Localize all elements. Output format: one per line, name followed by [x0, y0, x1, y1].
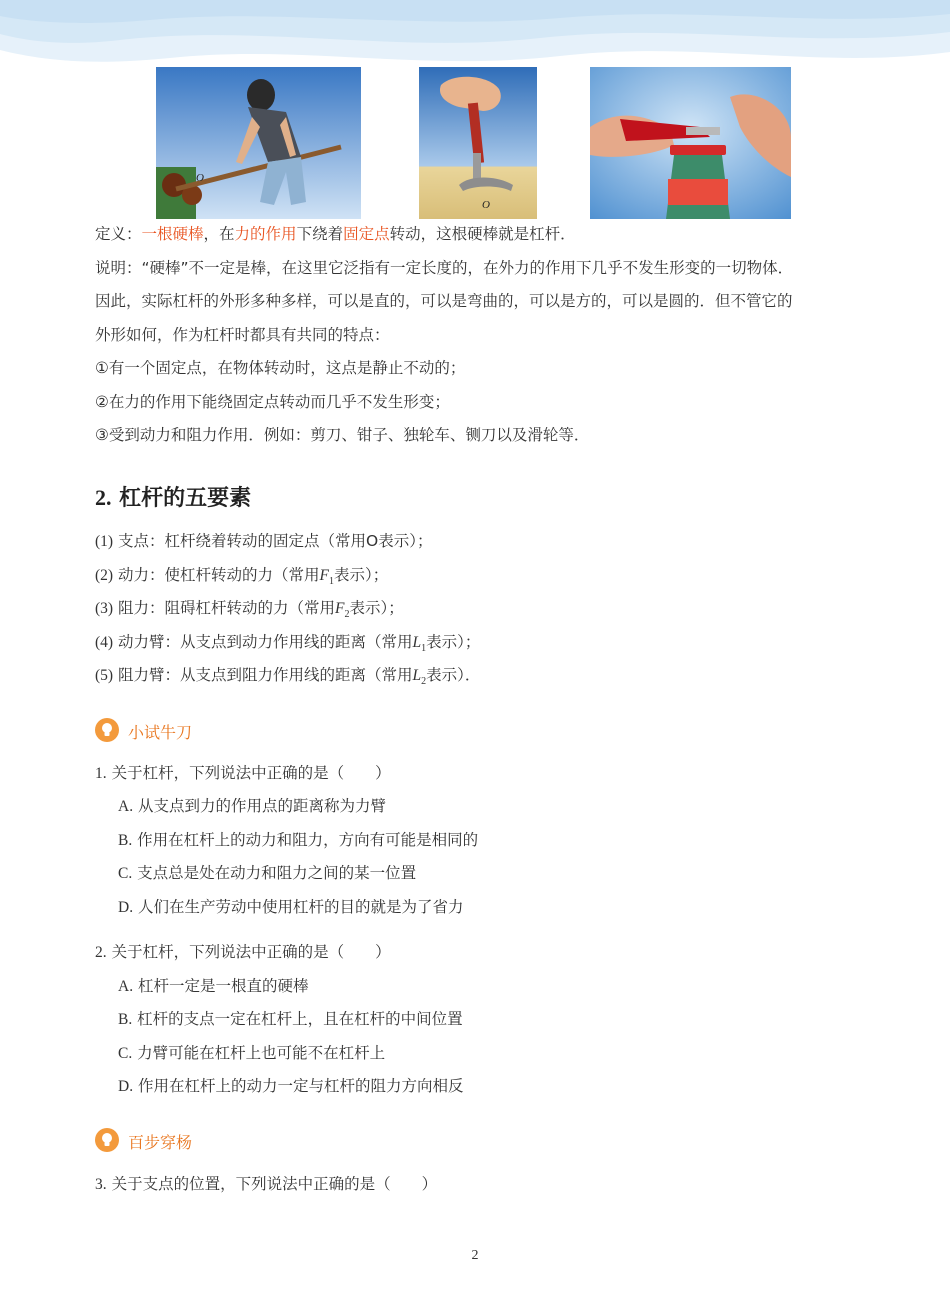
- answer-option[interactable]: [118, 830, 478, 851]
- option-letter: C.: [118, 865, 133, 882]
- symbol-subscript: 2: [344, 609, 350, 621]
- option-letter: A.: [118, 978, 134, 995]
- element-number: (5): [95, 667, 114, 684]
- section-heading: [95, 481, 251, 512]
- question-stem: [95, 942, 391, 963]
- header-wave-decoration: [0, 0, 950, 70]
- element-item: [95, 531, 432, 552]
- page-number: 2: [471, 1248, 479, 1263]
- answer-option[interactable]: [118, 897, 464, 918]
- element-number: (1): [95, 533, 114, 550]
- element-item: [95, 598, 404, 625]
- option-text: 支点总是处在动力和阻力之间的某一位置: [137, 864, 417, 882]
- element-number: (3): [95, 600, 114, 617]
- symbol: F: [335, 600, 345, 617]
- symbol-subscript: 1: [421, 643, 427, 655]
- option-letter: D.: [118, 1078, 134, 1095]
- practice-section-title: 小试牛刀: [128, 723, 193, 742]
- definition-text: 下绕着: [296, 225, 344, 243]
- element-text: 表示）；: [426, 633, 481, 651]
- photo-man-prying-with-pole: [156, 67, 361, 219]
- lightbulb-icon: [95, 718, 119, 742]
- element-item: [95, 565, 388, 592]
- answer-option[interactable]: [118, 796, 386, 817]
- element-text: 支点：杠杆绕着转动的固定点（常用O表示）；: [118, 532, 433, 550]
- explanation-line: 说明：“硬棒”不一定是棒，在这里它泛指有一定长度的，在外力的作用下几乎不发生形变的一切物体．: [95, 259, 794, 277]
- pivot-label-o: O: [196, 172, 204, 184]
- symbol-subscript: 1: [329, 576, 334, 588]
- option-letter: B.: [118, 1011, 133, 1028]
- question-number: 1.: [95, 765, 107, 782]
- question-number: 3.: [95, 1176, 107, 1193]
- option-letter: B.: [118, 832, 133, 849]
- option-letter: A.: [118, 798, 134, 815]
- option-text: 作用在杠杆上的动力一定与杠杆的阻力方向相反: [138, 1077, 464, 1095]
- option-text: 力臂可能在杠杆上也可能不在杠杆上: [137, 1044, 386, 1062]
- question-text: 关于杠杆，下列说法中正确的是（ ）: [111, 943, 391, 961]
- option-text: 作用在杠杆上的动力和阻力，方向有可能是相同的: [137, 831, 479, 849]
- lever-example-photos: [0, 67, 950, 219]
- answer-option[interactable]: [118, 976, 309, 997]
- feature-item: ①有一个固定点，在物体转动时，这点是静止不动的；: [95, 359, 466, 377]
- element-item: [95, 665, 480, 692]
- question-number: 2.: [95, 944, 107, 961]
- option-text: 杠杆一定是一根直的硬棒: [138, 977, 309, 995]
- option-text: 人们在生产劳动中使用杠杆的目的就是为了省力: [138, 898, 464, 916]
- definition-highlight-rigid-rod: 一根硬棒: [141, 225, 204, 243]
- question-stem: [95, 1174, 437, 1195]
- symbol: L: [412, 634, 422, 651]
- practice-section-title: 百步穿杨: [128, 1133, 193, 1152]
- feature-item: ②在力的作用下能绕固定点转动而几乎不发生形变；: [95, 393, 450, 411]
- answer-option[interactable]: [118, 1076, 464, 1097]
- element-text: 表示）．: [426, 666, 481, 684]
- option-text: 从支点到力的作用点的距离称为力臂: [138, 797, 387, 815]
- definition-highlight-force: 力的作用: [234, 225, 297, 243]
- pivot-label-o: O: [482, 199, 490, 211]
- definition-text: ，在: [203, 225, 235, 243]
- option-letter: D.: [118, 899, 134, 916]
- element-item: [95, 632, 480, 659]
- question-stem: [95, 763, 391, 784]
- definition-highlight-fixed-point: 固定点: [343, 225, 390, 243]
- element-text: 阻力臂：从支点到阻力作用线的距离（常用: [118, 666, 413, 684]
- photo-bottle-opener: [590, 67, 791, 219]
- section-title: 杠杆的五要素: [119, 486, 252, 511]
- symbol: F: [319, 567, 329, 584]
- element-number: (2): [95, 567, 114, 584]
- element-text: 阻力：阻碍杠杆转动的力（常用: [118, 599, 336, 617]
- question-text: 关于支点的位置，下列说法中正确的是（ ）: [111, 1175, 438, 1193]
- explanation-line: 外形如何，作为杠杆时都具有共同的特点：: [95, 326, 390, 344]
- feature-item: ③受到动力和阻力作用．例如：剪刀、钳子、独轮车、铡刀以及滑轮等．: [95, 426, 590, 444]
- element-number: (4): [95, 634, 114, 651]
- question-text: 关于杠杆，下列说法中正确的是（ ）: [111, 764, 391, 782]
- element-text: 动力臂：从支点到动力作用线的距离（常用: [118, 633, 413, 651]
- definition-text: 转动，这根硬棒就是杠杆．: [389, 225, 576, 243]
- explanation-line: 因此，实际杠杆的外形多种多样，可以是直的，可以是弯曲的，可以是方的，可以是圆的．但不管它的: [95, 292, 793, 310]
- lightbulb-icon: [95, 1128, 119, 1152]
- option-text: 杠杆的支点一定在杠杆上，且在杠杆的中间位置: [137, 1010, 463, 1028]
- answer-option[interactable]: [118, 1043, 385, 1064]
- symbol-subscript: 2: [421, 676, 427, 688]
- element-text: 动力：使杠杆转动的力（常用: [118, 566, 320, 584]
- element-text: 表示）；: [349, 599, 404, 617]
- definition-line: [95, 224, 576, 244]
- section-number: 2.: [95, 485, 112, 510]
- answer-option[interactable]: [118, 1009, 463, 1030]
- answer-option[interactable]: [118, 863, 416, 884]
- symbol: L: [412, 667, 422, 684]
- element-text: 表示）；: [334, 566, 389, 584]
- definition-prefix: 定义：: [95, 225, 142, 243]
- photo-hammer-pulling-nail: [419, 67, 537, 219]
- option-letter: C.: [118, 1045, 133, 1062]
